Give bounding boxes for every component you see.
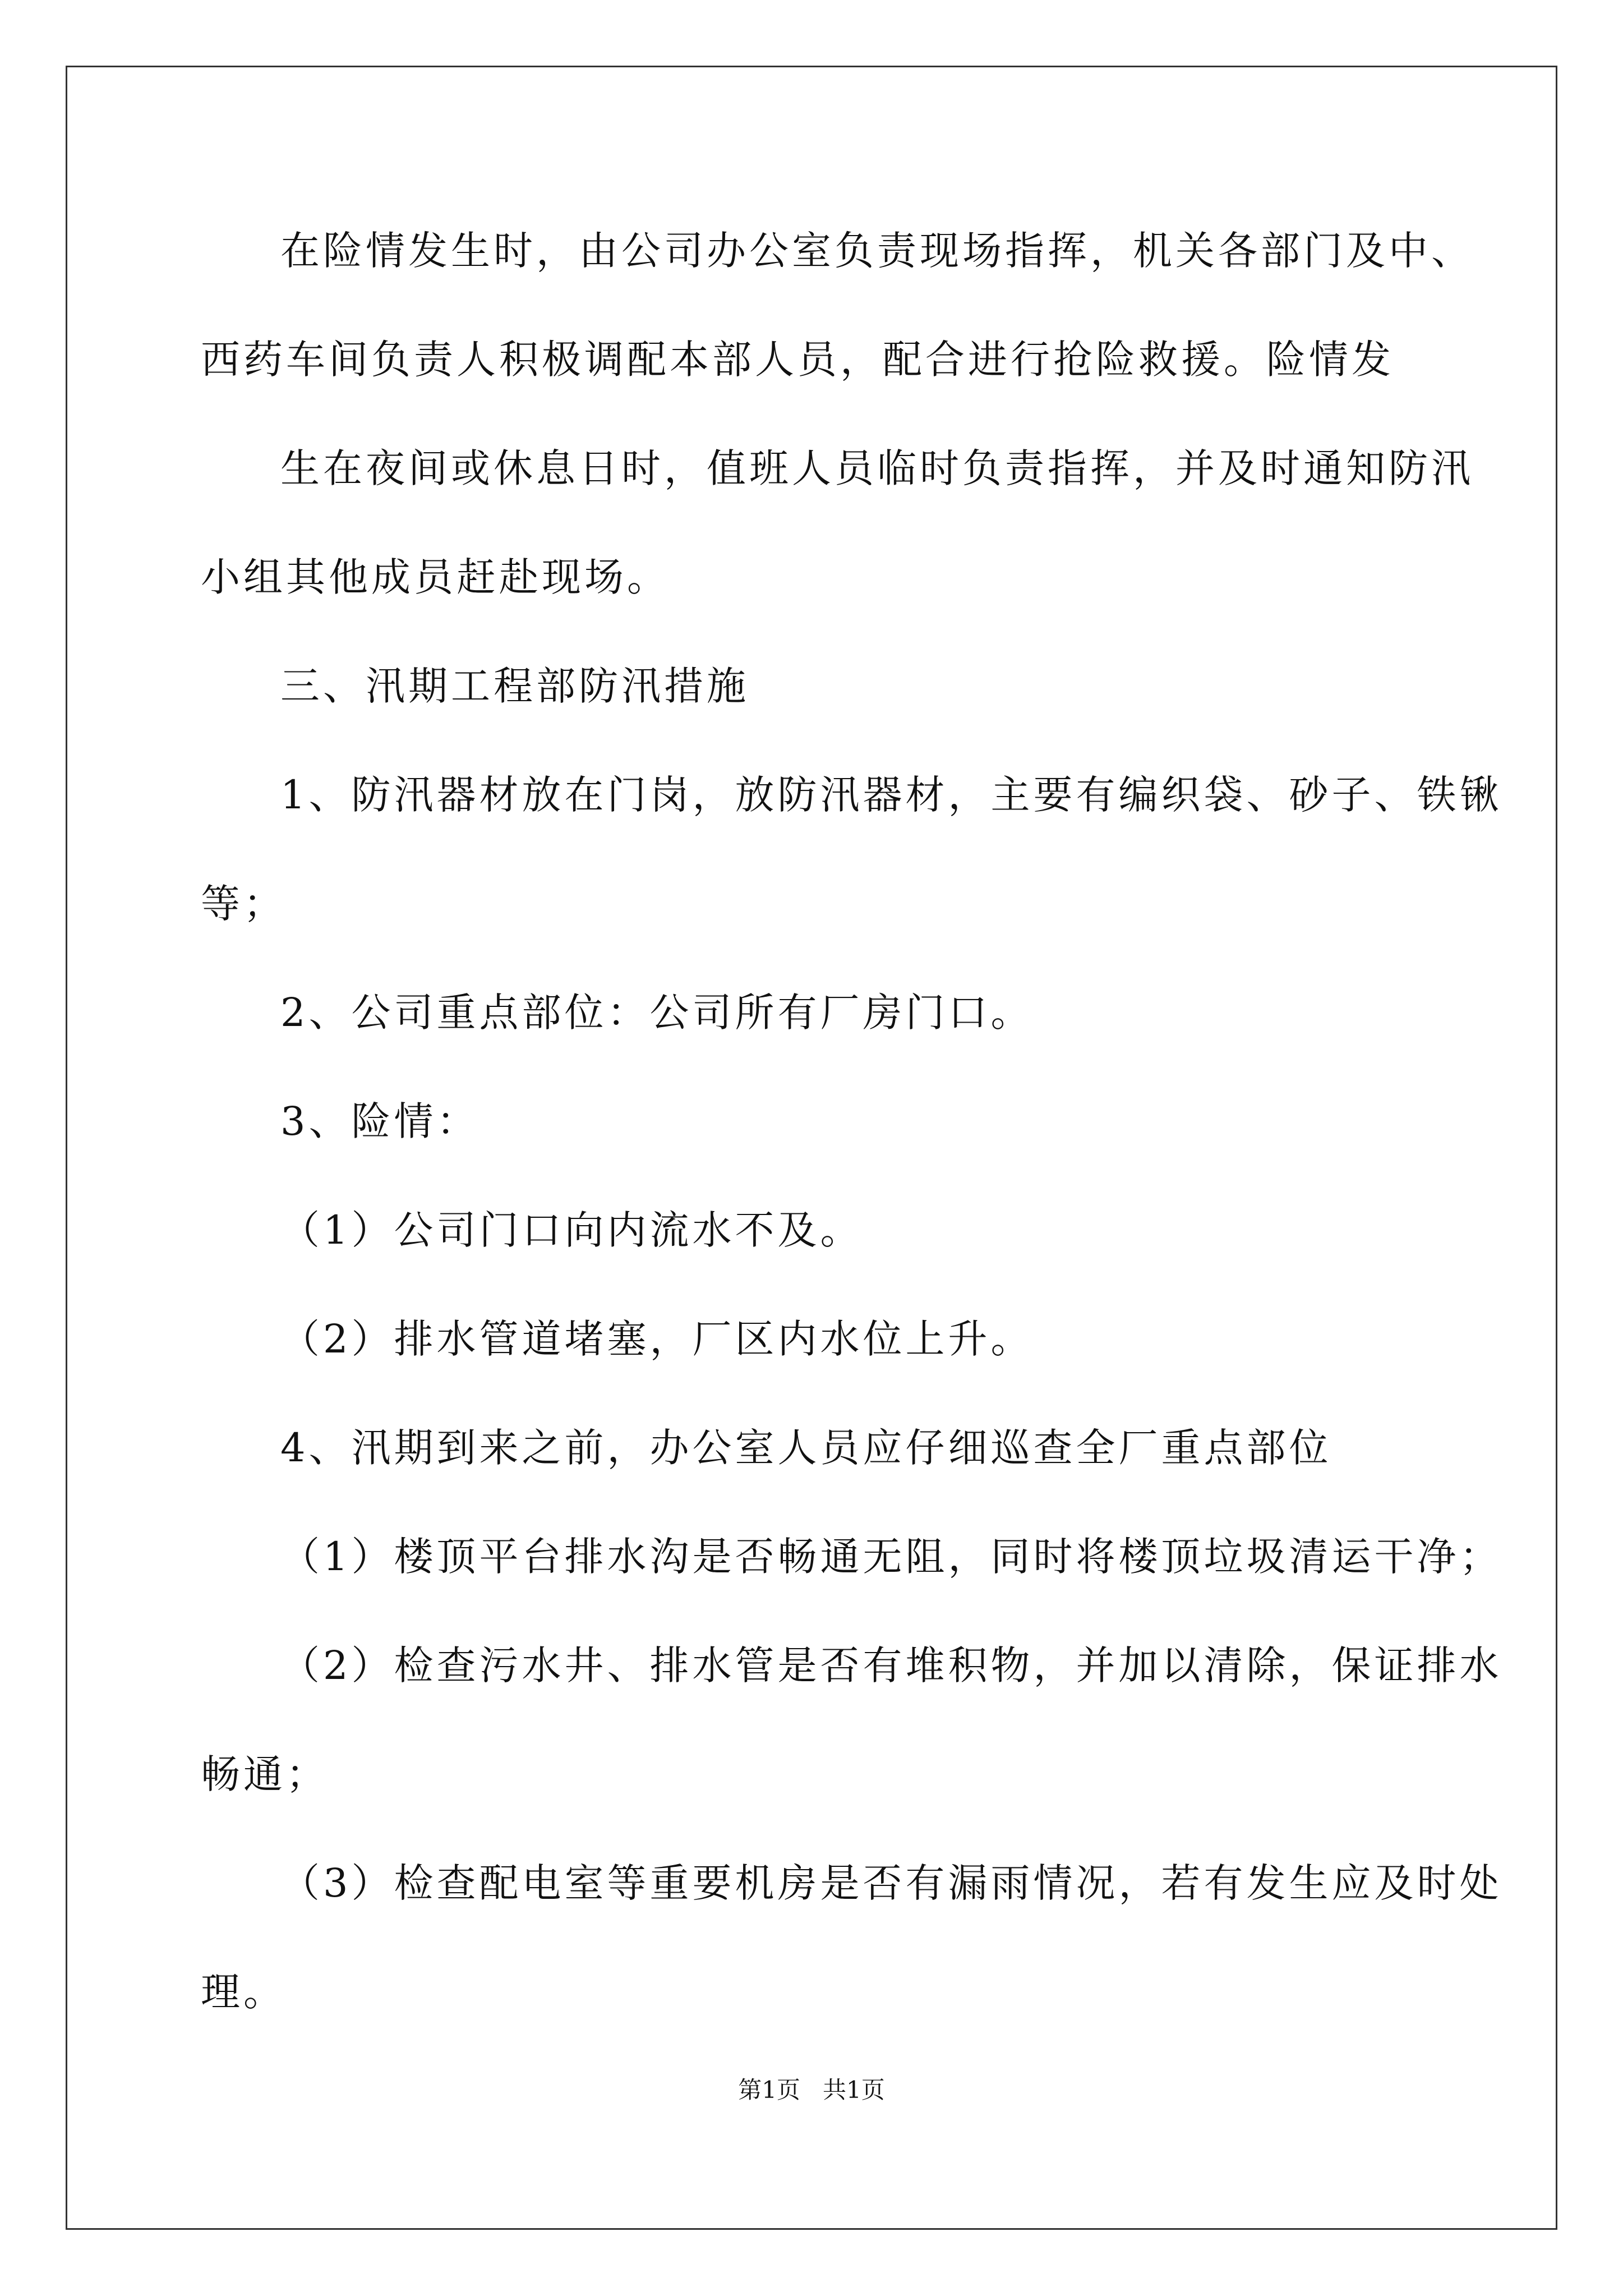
paragraph-line: 4、汛期到来之前，办公室人员应仔细巡查全厂重点部位 <box>280 1425 1332 1471</box>
paragraph-line: 3、险情： <box>280 1098 479 1144</box>
page-footer: 第1页 共1页 <box>738 2076 885 2104</box>
paragraph-line: 理。 <box>201 1969 286 2015</box>
paragraph-line: 西药车间负责人积极调配本部人员，配合进行抢险救援。险情发 <box>201 337 1394 383</box>
paragraph-line: （3）检查配电室等重要机房是否有漏雨情况，若有发生应及时处 <box>280 1860 1502 1906</box>
paragraph-line: 等； <box>201 881 286 927</box>
paragraph-line: （2）排水管道堵塞，厂区内水位上升。 <box>280 1316 1034 1362</box>
paragraph-line: 生在夜间或休息日时，值班人员临时负责指挥，并及时通知防汛 <box>280 445 1474 491</box>
paragraph-line: 2、公司重点部位：公司所有厂房门口。 <box>280 990 1034 1036</box>
paragraph-line: 1、防汛器材放在门岗，放防汛器材，主要有编织袋、砂子、铁锹 <box>280 772 1502 818</box>
paragraph-line: 在险情发生时，由公司办公室负责现场指挥，机关各部门及中、 <box>280 228 1474 274</box>
paragraph-line: （2）检查污水井、排水管是否有堆积物，并加以清除，保证排水 <box>280 1642 1502 1688</box>
paragraph-line: （1）楼顶平台排水沟是否畅通无阻，同时将楼顶垃圾清运干净； <box>280 1534 1502 1580</box>
paragraph-line: 小组其他成员赶赴现场。 <box>201 554 670 600</box>
section-heading: 三、汛期工程部防汛措施 <box>280 663 749 709</box>
paragraph-line: 畅通； <box>201 1751 329 1797</box>
paragraph-line: （1）公司门口向内流水不及。 <box>280 1207 863 1253</box>
